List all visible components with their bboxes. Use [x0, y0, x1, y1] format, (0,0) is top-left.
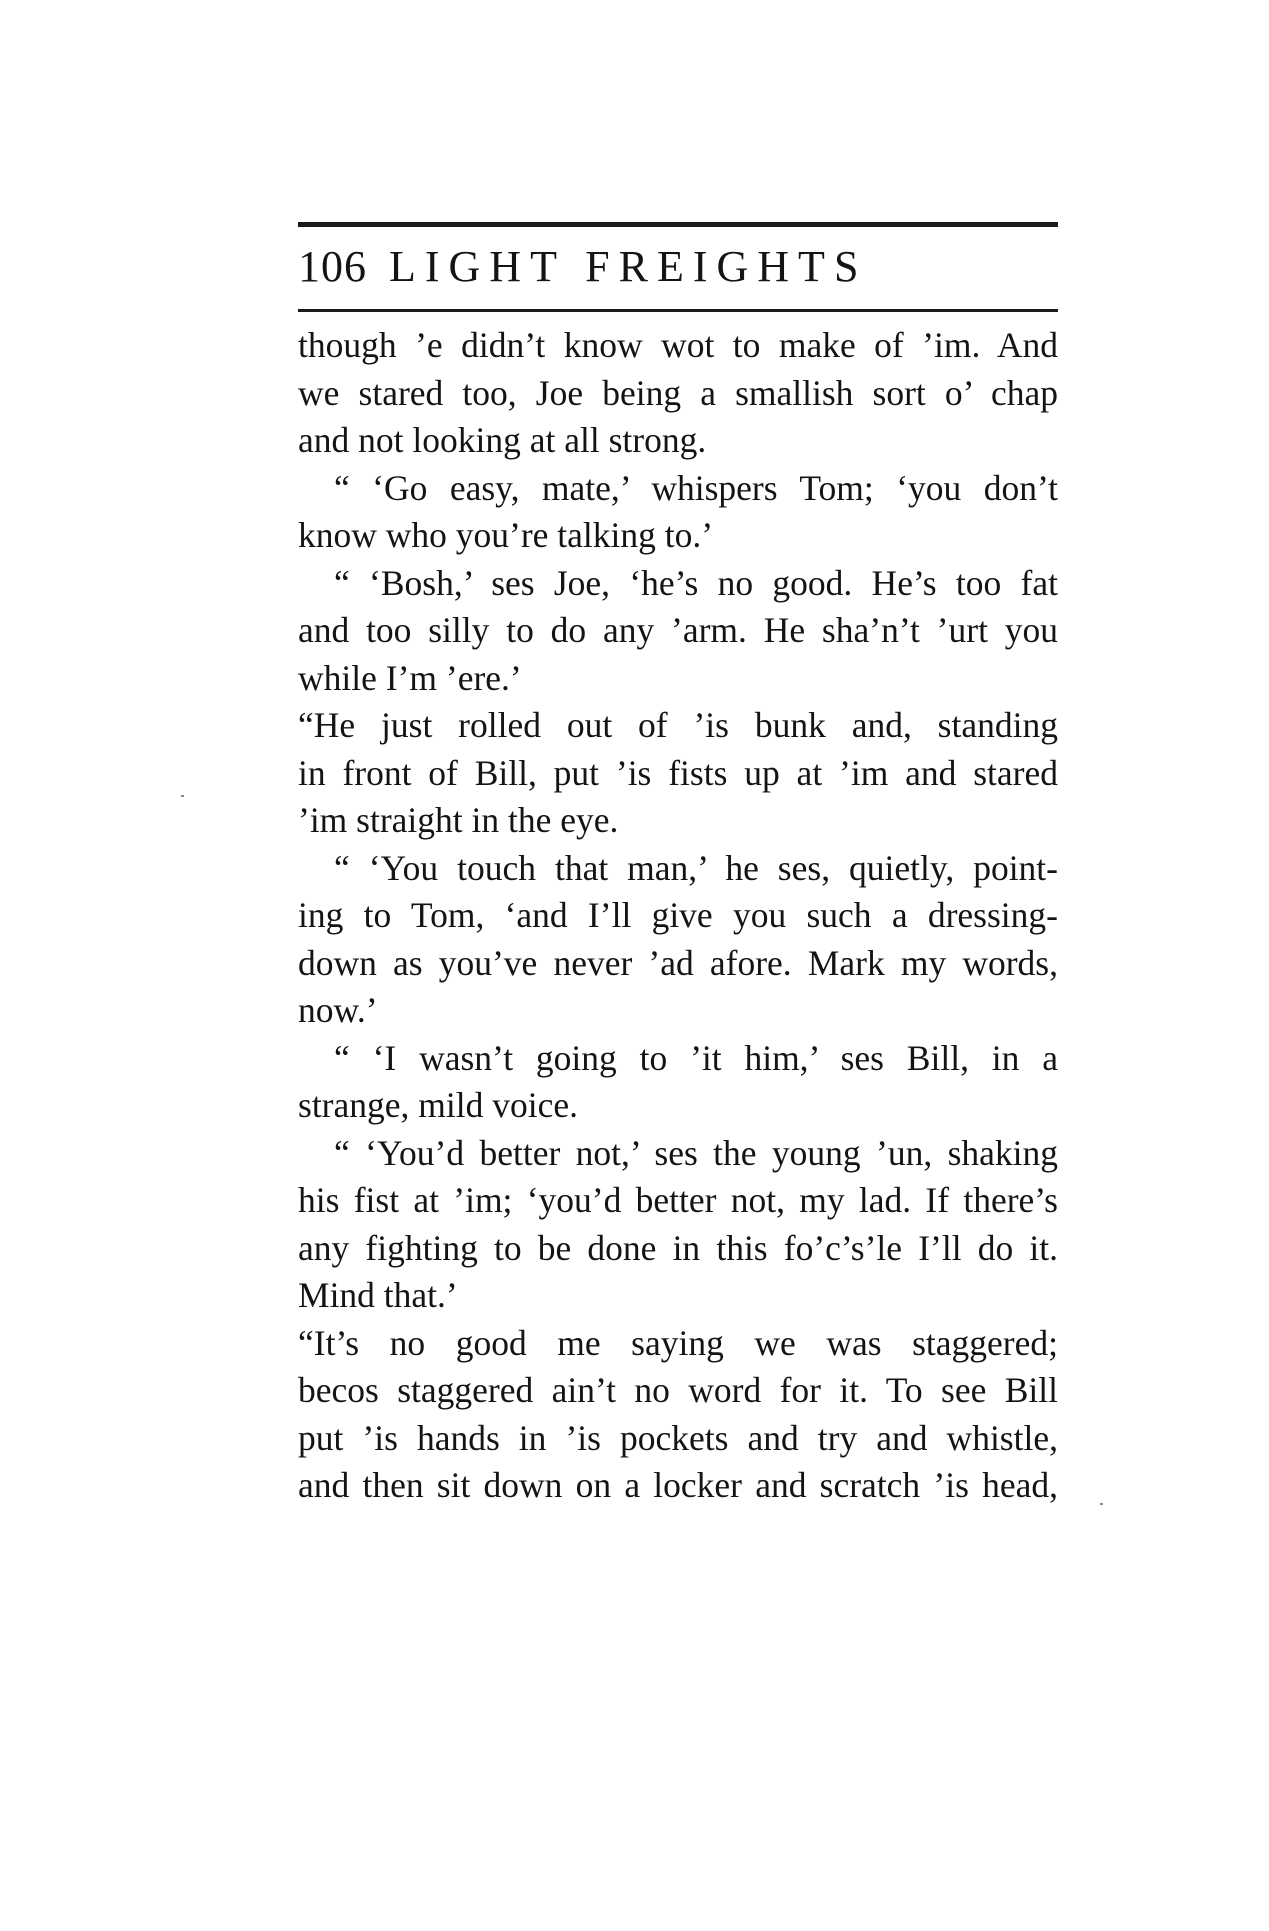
text-line: we stared too, Joe being a smallish sort o’ chap — [298, 372, 1058, 413]
text-line: ’im straight in the eye. — [298, 800, 619, 840]
text-line: “ ‘I wasn’t going to ’it him,’ ses Bill, in a — [334, 1037, 1058, 1078]
text-line: his fist at ’im; ‘you’d better not, my lad. If there’s — [298, 1180, 1058, 1220]
text-line: “ ‘Bosh,’ ses Joe, ‘he’s no good. He’s too fat — [334, 562, 1058, 603]
book-page — [298, 222, 1058, 1510]
text-line: “ ‘Go easy, mate,’ whispers Tom; ‘you don’t — [334, 467, 1058, 508]
text-line: “He just rolled out of ’is bunk and, standing — [298, 705, 1058, 745]
text-line: while I’m ’ere.’ — [298, 657, 522, 698]
text-line: now.’ — [298, 990, 378, 1030]
scan-speck — [1100, 1503, 1103, 1505]
book-title: LIGHT FREIGHTS — [389, 242, 868, 291]
text-line: becos staggered ain’t no word for it. To see Bill — [298, 1370, 1058, 1410]
text-line: and too silly to do any ’arm. He sha’n’t ’urt you — [298, 610, 1058, 650]
text-line: put ’is hands in ’is pockets and try and whistle, — [298, 1417, 1058, 1458]
text-line: strange, mild voice. — [298, 1085, 578, 1125]
text-line: in front of Bill, put ’is fists up at ’im and stared — [298, 752, 1058, 793]
page-number: 106 — [298, 242, 367, 291]
text-line: Mind that.’ — [298, 1275, 458, 1315]
running-head — [298, 241, 1058, 311]
text-line: “ ‘You’d better not,’ ses the young ’un, shaking — [334, 1132, 1058, 1173]
text-line: and then sit down on a locker and scratch ’is head, — [298, 1465, 1058, 1505]
text-line: and not looking at all strong. — [298, 420, 707, 460]
text-line: down as you’ve never ’ad afore. Mark my words, — [298, 942, 1058, 983]
scan-speck — [181, 795, 184, 797]
text-line: ing to Tom, ‘and I’ll give you such a dressing- — [298, 895, 1058, 935]
text-line: any fighting to be done in this fo’c’s’le I’ll do it. — [298, 1227, 1058, 1268]
text-line: “ ‘You touch that man,’ he ses, quietly, point- — [334, 847, 1058, 888]
text-line: “It’s no good me saying we was staggered; — [298, 1322, 1058, 1363]
text-line: though ’e didn’t know wot to make of ’im. And — [298, 325, 1058, 365]
page-body — [298, 322, 1058, 1510]
header-top-rule — [298, 222, 1058, 227]
text-line: know who you’re talking to.’ — [298, 515, 714, 555]
header-bottom-rule — [298, 309, 1058, 312]
